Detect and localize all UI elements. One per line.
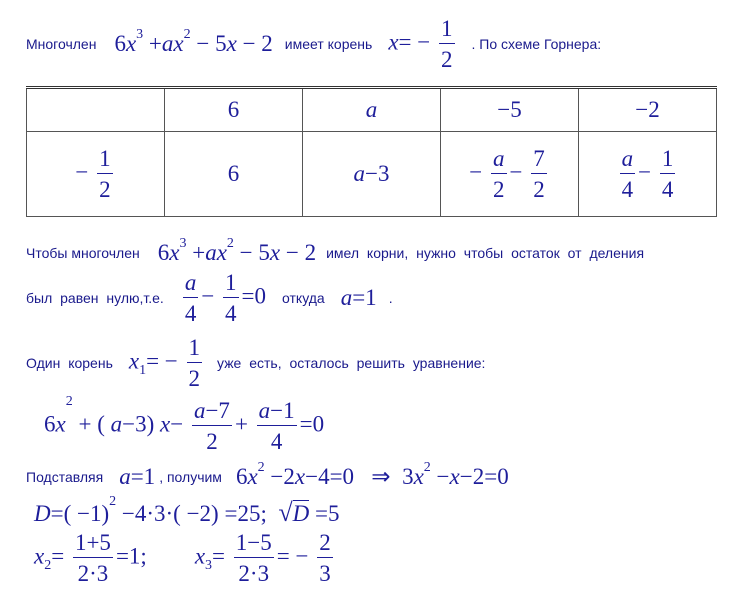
table-cell	[303, 88, 441, 132]
roots-line	[34, 530, 336, 587]
table-cell: −2	[579, 88, 717, 132]
table-cell: 6	[165, 88, 303, 132]
one-root-line	[26, 335, 485, 392]
remainder-line	[26, 270, 393, 327]
substituted-equation: $6x^2 -2x-4=0$ ⇒ $3x^2 -x-2=0$	[235, 460, 509, 489]
table-row	[27, 132, 717, 217]
has-root-text: имеет корень	[284, 36, 373, 53]
polynomial-formula: $6x^3 +ax^2 - 5x - 2$	[114, 27, 273, 57]
condition-line	[26, 236, 645, 266]
whence-text: откуда	[282, 290, 325, 307]
a-value: a=1	[340, 285, 377, 311]
intro-tail: . По схеме Горнера:	[471, 36, 602, 53]
remainder-prefix: был равен нулю,т.е.	[26, 290, 164, 307]
a-equals-one: a=1	[119, 464, 156, 489]
condition-tail: имел корни, нужно чтобы остаток от деления	[326, 245, 645, 261]
one-root-prefix: Один корень	[26, 355, 113, 372]
first-root: $x_1=$ − $\frac{1}{2}$	[128, 335, 201, 392]
discriminant-formula: $D=( -1)^2 -4\cdot 3\cdot( -2) =25$; √D =5	[34, 494, 340, 527]
intro-line	[26, 16, 601, 73]
remainder-equation: $\frac{a}{4}$ − $\frac{1}{4}$ =0	[184, 270, 267, 327]
equation-line	[44, 394, 325, 455]
polynomial-formula-2: $6x^3 +ax^2 - 5x - 2$	[157, 236, 317, 265]
table-cell	[27, 88, 165, 132]
quadratic-equation: $6x^2$ + ( a−3) x− $\frac{a-7}{2}$ + $\frac{a-1}{4}$ =0	[44, 394, 325, 455]
table-cell: − $\frac{1}{2}$	[27, 132, 165, 217]
table-cell: $\frac{a}{4}$ − $\frac{1}{4}$	[579, 132, 717, 217]
second-root: $x_2=$ $\frac{1+5}{2\cdot 3}$ =1;	[34, 530, 147, 587]
intro-prefix: Многочлен	[26, 36, 97, 53]
one-root-tail: уже есть, осталось решить уравнение:	[217, 355, 486, 372]
table-cell: a−3	[303, 132, 441, 217]
root-formula: x= − $\frac{1}{2}$	[388, 16, 453, 73]
substitution-line	[26, 460, 509, 490]
third-root: $x_3=$ $\frac{1-5}{2\cdot 3}$ = − $\frac{2}{3}$	[194, 530, 331, 587]
table-row	[27, 88, 717, 132]
condition-prefix: Чтобы многочлен	[26, 245, 140, 261]
sqrt-sign: √	[278, 498, 293, 527]
horner-table	[26, 86, 717, 217]
get-text: , получим	[159, 469, 222, 485]
table-cell: − $\frac{a}{2}$ − $\frac{7}{2}$	[441, 132, 579, 217]
coef-a: a	[365, 97, 378, 122]
table-cell: −5	[441, 88, 579, 132]
table-cell: 6	[165, 132, 303, 217]
substitution-prefix: Подставляя	[26, 469, 104, 485]
discriminant-line	[34, 494, 340, 528]
period: .	[388, 290, 393, 307]
